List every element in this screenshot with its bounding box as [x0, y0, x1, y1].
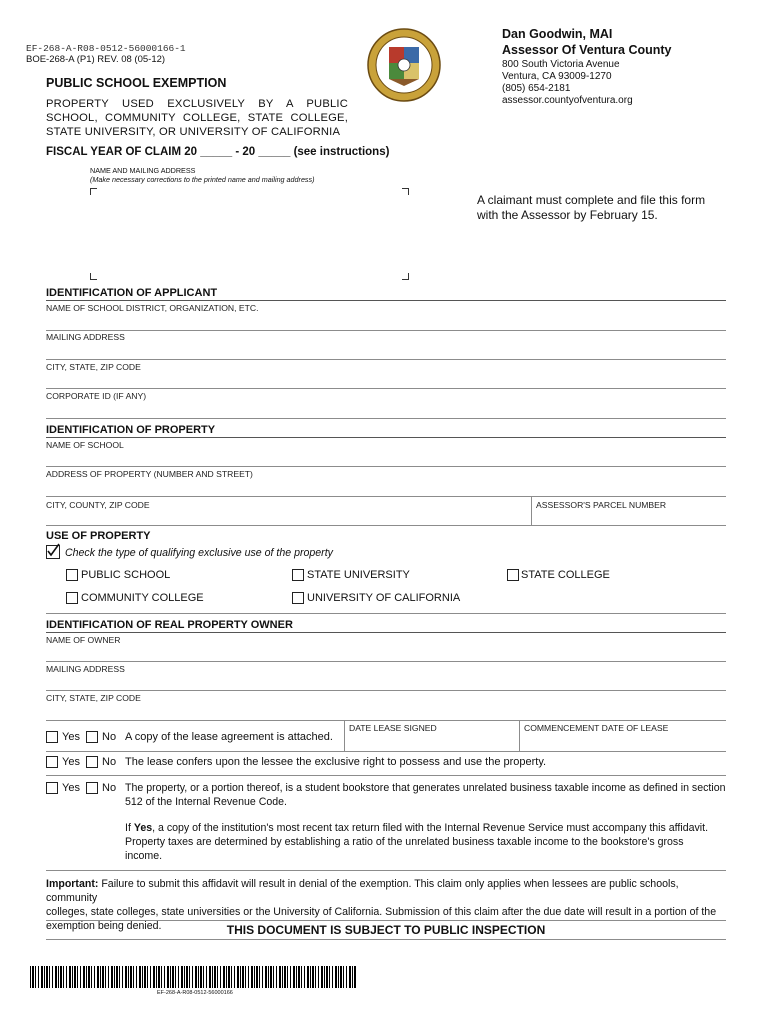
applicant-mailing-address-field[interactable] — [46, 343, 726, 358]
corporate-id-label: CORPORATE ID (IF ANY) — [46, 391, 147, 401]
date-lease-signed-field[interactable] — [349, 734, 515, 749]
assessor-street: 800 South Victoria Avenue — [502, 59, 620, 70]
bookstore-yes-checkbox[interactable] — [46, 782, 58, 794]
description-line-1: PROPERTY USED EXCLUSIVELY BY A PUBLIC — [46, 98, 348, 110]
yes-label: Yes — [62, 756, 80, 768]
mailing-note: (Make necessary corrections to the printed name and mailing address) — [90, 175, 315, 184]
if-yes-line-1: , a copy of the institution's most recent tax return filed with the Internal Revenue Service must accompany this affidavit. — [152, 822, 709, 834]
lease-attached-question: A copy of the lease agreement is attached. — [125, 731, 333, 743]
form-description — [46, 97, 348, 139]
assessor-website[interactable]: assessor.countyofventura.org — [502, 95, 633, 106]
state-university-label: STATE UNIVERSITY — [307, 569, 410, 581]
exclusive-right-question: The lease confers upon the lessee the exclusive right to possess and use the property. — [125, 756, 547, 768]
description-line-2: SCHOOL, COMMUNITY COLLEGE, STATE COLLEGE, — [46, 112, 348, 124]
state-university-checkbox[interactable] — [292, 569, 304, 581]
exclusive-right-yes-checkbox[interactable] — [46, 756, 58, 768]
assessor-city: Ventura, CA 93009-1270 — [502, 71, 612, 82]
parcel-number-label: ASSESSOR'S PARCEL NUMBER — [536, 500, 667, 510]
parcel-number-field[interactable] — [536, 511, 726, 525]
corporate-id-field[interactable] — [46, 402, 726, 417]
owner-name-field[interactable] — [46, 646, 726, 661]
divider — [46, 418, 726, 419]
school-name-field[interactable] — [46, 451, 726, 466]
school-district-name-field[interactable] — [46, 314, 726, 329]
divider — [46, 690, 726, 691]
checkmark-icon — [46, 545, 60, 559]
property-city-label: CITY, COUNTY, ZIP CODE — [46, 500, 150, 510]
divider — [46, 330, 726, 331]
yes-label: Yes — [62, 782, 80, 794]
lease-attached-yes-checkbox[interactable] — [46, 731, 58, 743]
divider — [46, 525, 726, 526]
state-college-checkbox[interactable] — [507, 569, 519, 581]
description-line-3: STATE UNIVERSITY, OR UNIVERSITY OF CALIFORNIA — [46, 126, 341, 138]
divider — [344, 720, 345, 751]
university-of-california-checkbox[interactable] — [292, 592, 304, 604]
if-yes-note — [125, 821, 727, 863]
bookstore-question — [125, 781, 727, 809]
important-line-3: exemption being denied. — [46, 920, 162, 932]
applicant-city-label: CITY, STATE, ZIP CODE — [46, 362, 141, 372]
no-label: No — [102, 756, 117, 768]
divider — [46, 359, 726, 360]
state-college-label: STATE COLLEGE — [521, 569, 610, 581]
date-lease-signed-label: DATE LEASE SIGNED — [349, 723, 437, 733]
bookstore-question-line-1: The property, or a portion thereof, is a student bookstore that generates unrelated business taxable income as defined in section — [125, 782, 726, 794]
if-yes-line-3: income. — [125, 850, 163, 862]
address-window-corner — [90, 273, 97, 280]
property-heading: IDENTIFICATION OF PROPERTY — [46, 424, 216, 436]
form-code: EF-268-A-R08-0512-56000166-1 — [26, 43, 186, 54]
divider — [46, 720, 726, 721]
commencement-date-label: COMMENCEMENT DATE OF LEASE — [524, 723, 669, 733]
important-line-2: colleges, state colleges, state universities or the University of California. Submission of this claim after the due date will result in a portion of the — [46, 906, 717, 918]
county-seal-icon — [367, 28, 441, 102]
owner-heading: IDENTIFICATION OF REAL PROPERTY OWNER — [46, 619, 293, 631]
property-address-field[interactable] — [46, 480, 726, 495]
assessor-office: Assessor Of Ventura County — [502, 43, 672, 57]
community-college-checkbox[interactable] — [66, 592, 78, 604]
if-yes-prefix: If — [125, 822, 131, 834]
mailing-label: NAME AND MAILING ADDRESS — [90, 166, 196, 175]
fiscal-year-of-claim — [46, 146, 389, 158]
divider — [46, 466, 726, 467]
divider — [46, 300, 726, 301]
address-window-corner — [402, 273, 409, 280]
school-name-label: NAME OF SCHOOL — [46, 440, 124, 450]
divider — [519, 720, 520, 751]
divider — [46, 939, 726, 940]
yes-label: Yes — [62, 731, 80, 743]
fiscal-year-text: FISCAL YEAR OF CLAIM 20 _____ - 20 _____ (see instructions) — [46, 146, 390, 158]
divider — [46, 920, 726, 921]
public-inspection-notice: THIS DOCUMENT IS SUBJECT TO PUBLIC INSPECTION — [226, 923, 546, 937]
owner-city-label: CITY, STATE, ZIP CODE — [46, 693, 141, 703]
name-and-mailing-address-field[interactable] — [92, 194, 398, 270]
divider — [46, 388, 726, 389]
commencement-date-field[interactable] — [524, 734, 724, 749]
barcode — [30, 966, 356, 988]
divider — [46, 775, 726, 776]
school-district-name-label: NAME OF SCHOOL DISTRICT, ORGANIZATION, ETC. — [46, 303, 259, 313]
barcode-text: EF-268-A-R08-0512-56000166 — [157, 990, 233, 996]
applicant-heading: IDENTIFICATION OF APPLICANT — [46, 287, 218, 299]
property-city-field[interactable] — [46, 511, 530, 525]
property-address-label: ADDRESS OF PROPERTY (NUMBER AND STREET) — [46, 469, 253, 479]
lease-attached-no-checkbox[interactable] — [86, 731, 98, 743]
university-of-california-label: UNIVERSITY OF CALIFORNIA — [307, 592, 461, 604]
no-label: No — [102, 731, 117, 743]
filing-deadline-note: A claimant must complete and file this form with the Assessor by February 15. — [477, 193, 706, 222]
community-college-label: COMMUNITY COLLEGE — [81, 592, 204, 604]
divider — [46, 613, 726, 614]
assessor-name: Dan Goodwin, MAI — [502, 27, 613, 41]
owner-mailing-address-label: MAILING ADDRESS — [46, 664, 125, 674]
divider — [46, 437, 726, 438]
owner-city-field[interactable] — [46, 704, 726, 719]
divider — [46, 661, 726, 662]
divider — [46, 751, 726, 752]
address-window-corner — [402, 188, 409, 195]
if-yes-bold: Yes — [133, 822, 153, 834]
use-instruction: Check the type of qualifying exclusive use of the property — [65, 547, 333, 559]
important-label: Important: — [46, 878, 99, 890]
divider — [46, 632, 726, 633]
bookstore-question-line-2: 512 of the Internal Revenue Code. — [125, 796, 287, 808]
assessor-phone: (805) 654-2181 — [502, 83, 571, 94]
bookstore-no-checkbox[interactable] — [86, 782, 98, 794]
form-revision: BOE-268-A (P1) REV. 08 (05-12) — [26, 54, 166, 65]
exclusive-right-no-checkbox[interactable] — [86, 756, 98, 768]
if-yes-line-2: Property taxes are determined by establishing a ratio of the unrelated business taxable income to the bookstore's gross — [125, 836, 684, 848]
public-school-label: PUBLIC SCHOOL — [81, 569, 171, 581]
applicant-city-field[interactable] — [46, 373, 726, 388]
no-label: No — [102, 782, 117, 794]
use-heading: USE OF PROPERTY — [46, 530, 151, 542]
applicant-mailing-address-label: MAILING ADDRESS — [46, 332, 125, 342]
divider — [46, 870, 726, 871]
form-title: PUBLIC SCHOOL EXEMPTION — [46, 76, 227, 90]
divider — [531, 496, 532, 525]
important-line-1: Failure to submit this affidavit will result in denial of the exemption. This claim only applies when lessees are public schools, community — [46, 878, 679, 904]
public-school-checkbox[interactable] — [66, 569, 78, 581]
divider — [46, 496, 726, 497]
owner-name-label: NAME OF OWNER — [46, 635, 121, 645]
owner-mailing-address-field[interactable] — [46, 675, 726, 690]
